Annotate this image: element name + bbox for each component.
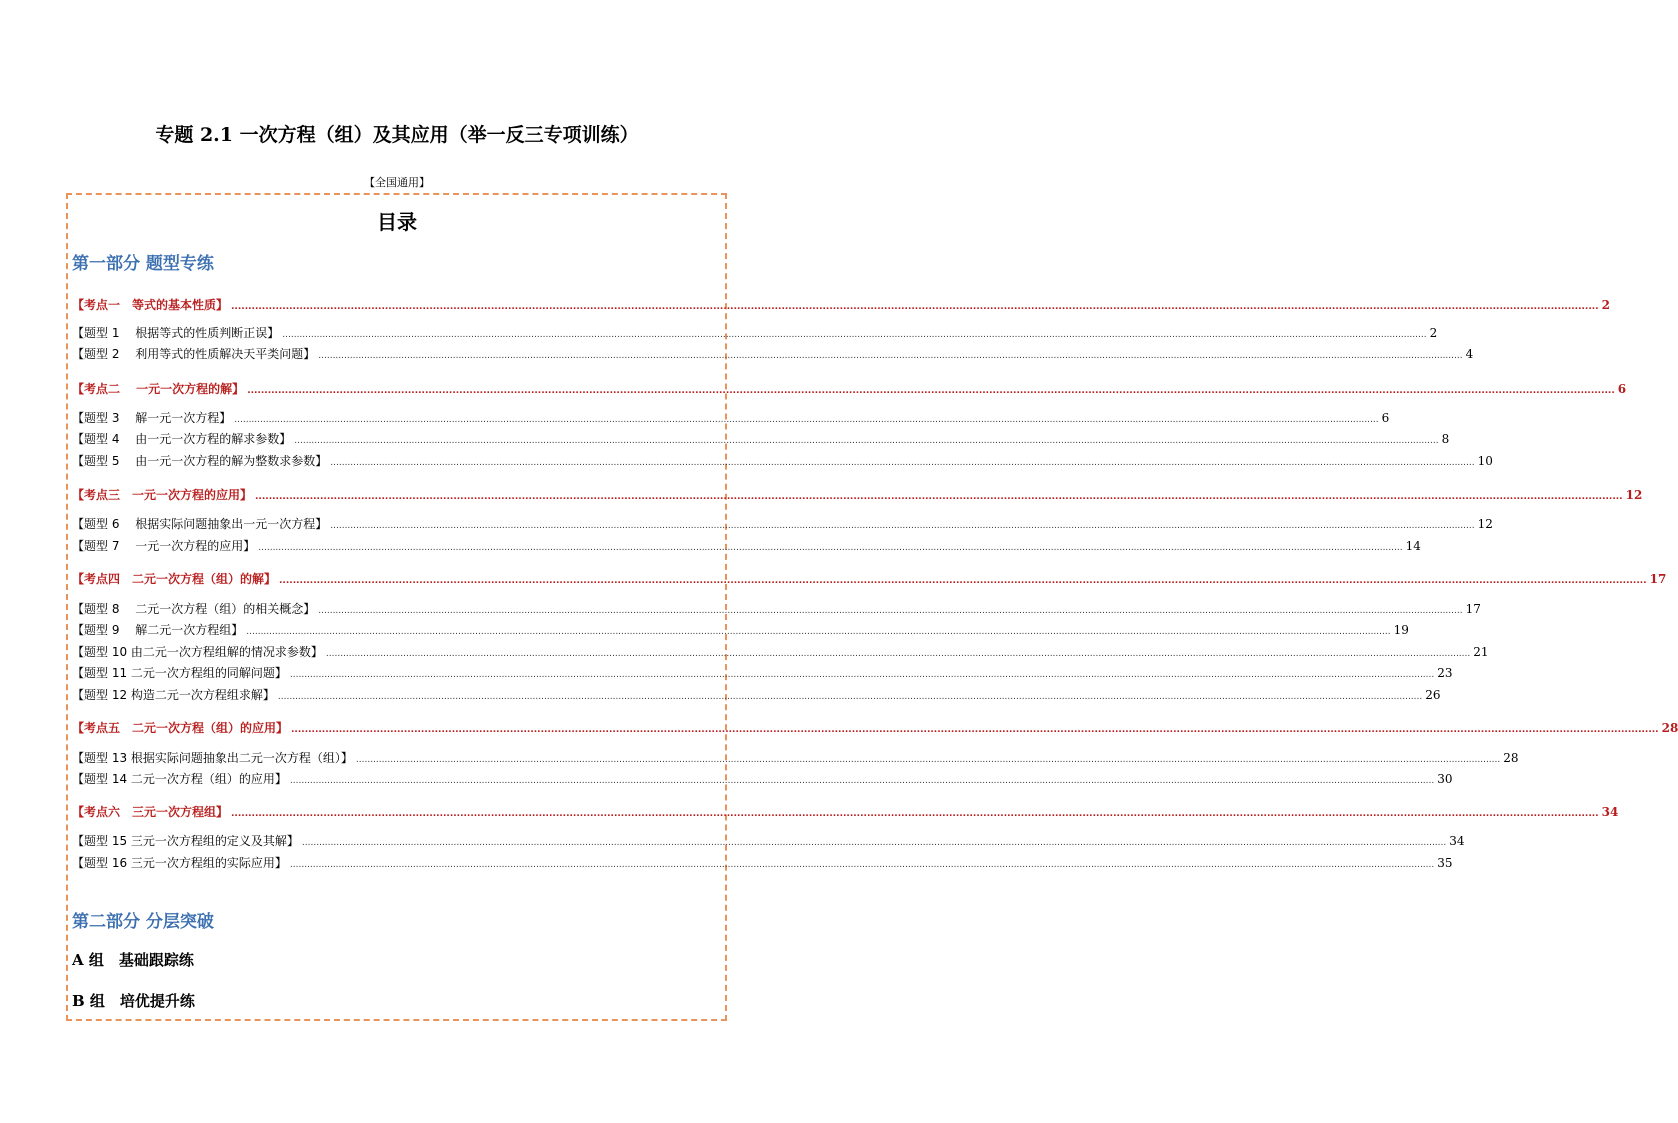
toc-entry-label: 【题型 15 三元一次方程组的定义及其解】 <box>72 834 299 848</box>
toc-leader-dots: ................................................................................................................................................................................................................................................................................................................................................................................................................ <box>246 627 1391 637</box>
toc-leader-dots: ................................................................................................................................................................................................................................................................................................................................................................................................................ <box>231 809 1599 819</box>
toc-page-number: 4 <box>1465 347 1474 361</box>
toc-page-number: 30 <box>1437 772 1453 786</box>
toc-entry-label: 【考点四 二元一次方程（组）的解】 <box>72 572 277 586</box>
toc-leader-dots: ................................................................................................................................................................................................................................................................................................................................................................................................................ <box>294 436 1439 446</box>
part-one-heading: 第一部分 题型专练 <box>72 254 214 274</box>
toc-page-number: 28 <box>1661 721 1678 735</box>
toc-entry-label: 【题型 14 二元一次方程（组）的应用】 <box>72 772 287 786</box>
page-title: 专题 2.1 一次方程（组）及其应用（举一反三专项训练） <box>155 124 639 146</box>
toc-entry-label: 【考点三 一元一次方程的应用】 <box>72 488 253 502</box>
toc-leader-dots: ................................................................................................................................................................................................................................................................................................................................................................................................................ <box>255 492 1623 502</box>
toc-item-entry[interactable] <box>72 770 1453 788</box>
toc-page-number: 34 <box>1449 834 1465 848</box>
toc-page-number: 8 <box>1441 432 1450 446</box>
toc-item-entry[interactable] <box>72 854 1453 872</box>
toc-page-number: 26 <box>1425 688 1441 702</box>
toc-page-number: 10 <box>1477 454 1493 468</box>
toc-leader-dots: ................................................................................................................................................................................................................................................................................................................................................................................................................ <box>291 725 1659 735</box>
toc-item-entry[interactable] <box>72 686 1441 704</box>
toc-page-number: 14 <box>1405 539 1421 553</box>
toc-page-number: 28 <box>1503 751 1519 765</box>
toc-leader-dots: ................................................................................................................................................................................................................................................................................................................................................................................................................ <box>289 860 1435 870</box>
toc-page-number: 2 <box>1429 326 1438 340</box>
toc-item-entry[interactable] <box>72 515 1493 533</box>
toc-entry-label: 【题型 4 由一元一次方程的解求参数】 <box>72 432 292 446</box>
toc-item-entry[interactable] <box>72 345 1474 363</box>
toc-page-number: 34 <box>1601 805 1619 819</box>
toc-page-number: 23 <box>1437 666 1453 680</box>
toc-entry-label: 【题型 2 利用等式的性质解决天平类问题】 <box>72 347 316 361</box>
toc-entry-label: 【题型 8 二元一次方程（组）的相关概念】 <box>72 602 316 616</box>
toc-page-number: 12 <box>1477 517 1493 531</box>
toc-item-entry[interactable] <box>72 430 1450 448</box>
toc-page-number: 6 <box>1381 411 1390 425</box>
toc-leader-dots: ................................................................................................................................................................................................................................................................................................................................................................................................................ <box>325 649 1471 659</box>
toc-entry-label: 【题型 12 构造二元一次方程组求解】 <box>72 688 275 702</box>
toc-leader-dots: ................................................................................................................................................................................................................................................................................................................................................................................................................ <box>330 458 1475 468</box>
toc-section-entry[interactable] <box>72 570 1667 588</box>
toc-leader-dots: ................................................................................................................................................................................................................................................................................................................................................................................................................ <box>282 330 1427 340</box>
toc-page-number: 35 <box>1437 856 1453 870</box>
toc-section-entry[interactable] <box>72 296 1610 314</box>
toc-leader-dots: ................................................................................................................................................................................................................................................................................................................................................................................................................ <box>289 776 1435 786</box>
toc-item-entry[interactable] <box>72 621 1409 639</box>
toc-item-entry[interactable] <box>72 643 1489 661</box>
toc-entry-label: 【题型 16 三元一次方程组的实际应用】 <box>72 856 287 870</box>
toc-leader-dots: ................................................................................................................................................................................................................................................................................................................................................................................................................ <box>231 302 1599 312</box>
part-two-heading: 第二部分 分层突破 <box>72 912 214 932</box>
toc-heading: 目录 <box>377 210 417 234</box>
toc-entry-label: 【考点五 二元一次方程（组）的应用】 <box>72 721 289 735</box>
toc-page-number: 2 <box>1601 298 1610 312</box>
toc-leader-dots: ................................................................................................................................................................................................................................................................................................................................................................................................................ <box>258 543 1403 553</box>
toc-entry-label: 【考点六 三元一次方程组】 <box>72 805 229 819</box>
toc-item-entry[interactable] <box>72 537 1421 555</box>
toc-item-entry[interactable] <box>72 749 1519 767</box>
toc-leader-dots: ................................................................................................................................................................................................................................................................................................................................................................................................................ <box>330 521 1475 531</box>
toc-page-number: 6 <box>1617 382 1627 396</box>
toc-entry-label: 【题型 11 二元一次方程组的同解问题】 <box>72 666 287 680</box>
toc-leader-dots: ................................................................................................................................................................................................................................................................................................................................................................................................................ <box>318 351 1463 361</box>
toc-item-entry[interactable] <box>72 664 1453 682</box>
toc-leader-dots: ................................................................................................................................................................................................................................................................................................................................................................................................................ <box>279 576 1647 586</box>
toc-item-entry[interactable] <box>72 409 1390 427</box>
toc-entry-label: 【题型 6 根据实际问题抽象出一元一次方程】 <box>72 517 328 531</box>
toc-entry-label: 【考点一 等式的基本性质】 <box>72 298 229 312</box>
toc-section-entry[interactable] <box>72 803 1619 821</box>
toc-page-number: 12 <box>1625 488 1643 502</box>
toc-leader-dots: ................................................................................................................................................................................................................................................................................................................................................................................................................ <box>301 838 1447 848</box>
toc-item-entry[interactable] <box>72 600 1481 618</box>
toc-leader-dots: ................................................................................................................................................................................................................................................................................................................................................................................................................ <box>289 670 1435 680</box>
toc-leader-dots: ................................................................................................................................................................................................................................................................................................................................................................................................................ <box>318 606 1463 616</box>
toc-section-entry[interactable] <box>72 486 1643 504</box>
toc-entry-label: 【题型 7 一元一次方程的应用】 <box>72 539 256 553</box>
toc-entry-label: 【题型 1 根据等式的性质判断正误】 <box>72 326 280 340</box>
toc-entry-label: 【考点二 一元一次方程的解】 <box>72 382 245 396</box>
toc-page-number: 17 <box>1649 572 1667 586</box>
toc-entry-label: 【题型 9 解二元一次方程组】 <box>72 623 244 637</box>
page-subtitle: 【全国通用】 <box>364 176 430 189</box>
toc-entry-label: 【题型 13 根据实际问题抽象出二元一次方程（组）】 <box>72 751 353 765</box>
toc-leader-dots: ................................................................................................................................................................................................................................................................................................................................................................................................................ <box>355 755 1501 765</box>
toc-leader-dots: ................................................................................................................................................................................................................................................................................................................................................................................................................ <box>234 415 1379 425</box>
toc-leader-dots: ................................................................................................................................................................................................................................................................................................................................................................................................................ <box>247 386 1615 396</box>
group-b-heading: B 组 培优提升练 <box>72 992 195 1010</box>
toc-page-number: 17 <box>1465 602 1481 616</box>
toc-item-entry[interactable] <box>72 324 1438 342</box>
toc-section-entry[interactable] <box>72 719 1678 737</box>
toc-section-entry[interactable] <box>72 380 1627 398</box>
toc-entry-label: 【题型 10 由二元一次方程组解的情况求参数】 <box>72 645 323 659</box>
group-a-heading: A 组 基础跟踪练 <box>72 951 194 969</box>
toc-entry-label: 【题型 3 解一元一次方程】 <box>72 411 232 425</box>
toc-item-entry[interactable] <box>72 452 1493 470</box>
toc-entry-label: 【题型 5 由一元一次方程的解为整数求参数】 <box>72 454 328 468</box>
toc-page-number: 21 <box>1473 645 1489 659</box>
toc-page-number: 19 <box>1393 623 1409 637</box>
toc-leader-dots: ................................................................................................................................................................................................................................................................................................................................................................................................................ <box>277 692 1423 702</box>
toc-item-entry[interactable] <box>72 832 1465 850</box>
